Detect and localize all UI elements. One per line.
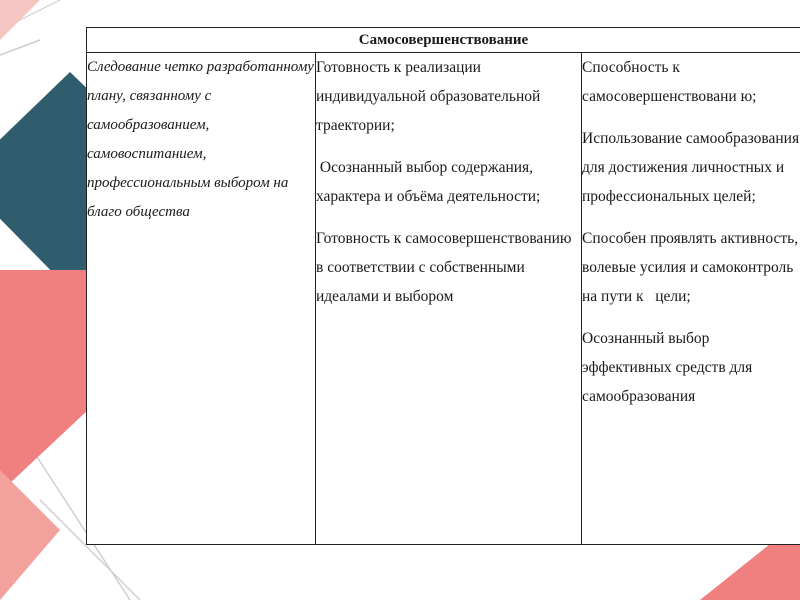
decor-line: [0, 40, 40, 55]
list-item: Готовность к самосовершенствованию в соответствии с собственными идеалами и выбором: [316, 230, 572, 305]
competency-table: [86, 27, 800, 545]
list-item: Осознанный выбор содержания, характера и объёма деятельности;: [316, 159, 541, 205]
list-item: Использование самообразования для достижения личностных и профессиональных целей;: [582, 130, 800, 205]
list-item: Способен проявлять активность, волевые усилия и самоконтроль на пути к цели;: [582, 230, 799, 305]
list-item: Осознанный выбор эффективных средств для самообразования: [582, 330, 753, 405]
table-row: [87, 53, 800, 545]
light-pink-shape: [0, 470, 60, 600]
description-text: Следование четко разработанному плану, связанному с самообразованием, самовоспитанием, профессиональным выбором на благо общества: [87, 59, 314, 220]
list-item: Готовность к реализации индивидуальной образовательной траектории;: [316, 59, 541, 134]
table-header-row: [87, 28, 800, 53]
table-cell-description: [87, 53, 316, 545]
pink-triangle-shape: [0, 0, 40, 40]
table-cell-abilities: [582, 53, 800, 545]
list-item: Способность к самосовершенствовани ю;: [582, 59, 757, 105]
table-cell-readiness: [316, 53, 582, 545]
table-header: Самосовершенствование: [87, 28, 800, 53]
